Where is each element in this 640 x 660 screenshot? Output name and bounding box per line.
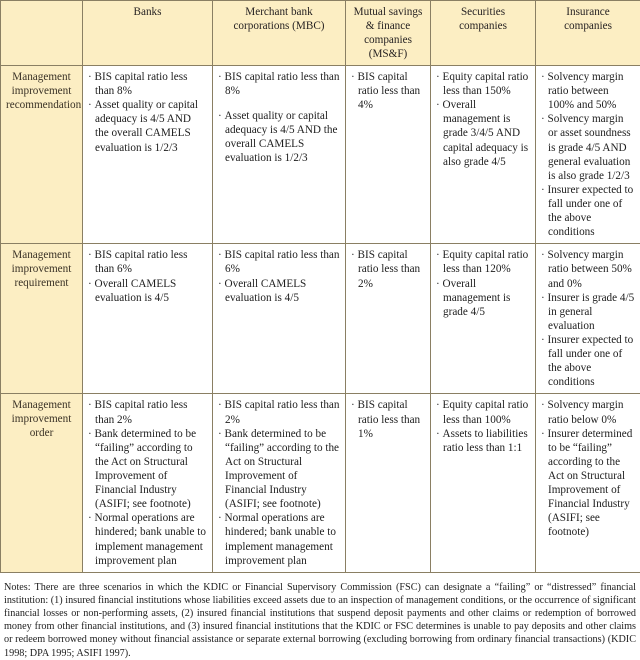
cell-recommendation-securities [431,66,536,244]
cell-requirement-mbc [213,244,346,394]
condition-item: · Overall CAMELS evaluation is 4/5 [88,277,207,305]
condition-item: · Solvency margin ratio between 100% and 50% [541,70,635,112]
condition-item: · BIS capital ratio less than 4% [351,70,425,112]
row-header-management-improvement-order: Management improvement order [1,394,83,572]
table-row [1,244,640,394]
cell-recommendation-mbc [213,66,346,244]
cell-order-msf [346,394,431,572]
condition-list [541,248,635,389]
condition-item: · Bank determined to be “failing” according to the Act on Structural Improvement of Financial Industry (ASIFI; see footnote) [218,427,340,512]
notes-text: Notes: There are three scenarios in which the KDIC or Financial Supervisory Commission (FSC) can designate a “failing” or “distressed” financial institution: (1) insured financial institutions whose liabilities exceed assets due to an inspection of management conditions, or the occurrence of significant financial losses or non-performing assets, (2) insured financial institutions that suspend deposit payments and other claims or redemption of borrowed money from other financial institutions, and (3) insured financial institutions that the KDIC or FSC determines is unable to pay deposits and other claims or redeem borrowed money without financial assistance or separate external borrowing (excluding borrowing from ordinary financial transactions) (KDIC 1998; DPA 1995; ASIFI 1997). [4,582,636,659]
table-notes [0,573,640,660]
table-header [1,1,640,66]
header-row [1,1,640,66]
cell-recommendation-msf [346,66,431,244]
table-row [1,66,640,244]
condition-item: · Solvency margin ratio between 50% and 0% [541,248,635,290]
condition-item: · Asset quality or capital adequacy is 4/5 AND the overall CAMELS evaluation is 1/2/3 [218,109,340,165]
column-header-insurance-companies: Insurance companies [536,1,640,66]
condition-list [88,70,207,155]
condition-item: · Normal operations are hindered; bank unable to implement management improvement plan [88,511,207,567]
condition-list [218,398,340,567]
column-header-banks: Banks [83,1,213,66]
condition-item: · BIS capital ratio less than 8% [218,70,340,98]
condition-list [88,398,207,567]
column-header-merchant-bank-corporations: Merchant bank corporations (MBC) [213,1,346,66]
row-header-management-improvement-recommendation: Management improvement recommendation [1,66,83,244]
condition-item: · Equity capital ratio less than 120% [436,248,530,276]
column-header-securities-companies: Securities companies [431,1,536,66]
condition-item: · BIS capital ratio less than 2% [351,248,425,290]
condition-item: · Overall CAMELS evaluation is 4/5 [218,277,340,305]
cell-order-banks [83,394,213,572]
cell-requirement-insurance [536,244,640,394]
condition-item: · Insurer is grade 4/5 in general evaluation [541,291,635,333]
condition-item: · BIS capital ratio less than 6% [218,248,340,276]
condition-item: · BIS capital ratio less than 2% [218,398,340,426]
condition-item: · Solvency margin ratio below 0% [541,398,635,426]
condition-item: · BIS capital ratio less than 2% [88,398,207,426]
row-header-management-improvement-requirement: Management improvement requirement [1,244,83,394]
condition-list [218,70,340,165]
cell-requirement-securities [431,244,536,394]
condition-item: · Insurer expected to fall under one of the above conditions [541,183,635,239]
cell-order-securities [431,394,536,572]
condition-list [541,398,635,539]
table-body [1,66,640,573]
condition-item: · Normal operations are hindered; bank unable to implement management improvement plan [218,511,340,567]
condition-list [351,398,425,440]
cell-recommendation-insurance [536,66,640,244]
cell-requirement-banks [83,244,213,394]
condition-list [541,70,635,239]
condition-item: · Solvency margin or asset soundness is grade 4/5 AND general evaluation is also grade 1/2/3 [541,112,635,183]
condition-item: · Equity capital ratio less than 150% [436,70,530,98]
condition-list [351,70,425,112]
table-corner-cell [1,1,83,66]
condition-item: · Equity capital ratio less than 100% [436,398,530,426]
condition-list [436,248,530,319]
condition-item: · Bank determined to be “failing” according to the Act on Structural Improvement of Financial Industry (ASIFI; see footnote) [88,427,207,512]
condition-list [351,248,425,290]
cell-order-mbc [213,394,346,572]
condition-list [436,70,530,169]
cell-order-insurance [536,394,640,572]
table-row [1,394,640,572]
condition-list [218,248,340,304]
condition-item: · Overall management is grade 3/4/5 AND capital adequacy is also grade 4/5 [436,98,530,169]
condition-item: · Asset quality or capital adequacy is 4/5 AND the overall CAMELS evaluation is 1/2/3 [88,98,207,154]
condition-list [436,398,530,454]
cell-requirement-msf [346,244,431,394]
condition-item: · Insurer expected to fall under one of the above conditions [541,333,635,389]
condition-item: · BIS capital ratio less than 1% [351,398,425,440]
condition-item: · BIS capital ratio less than 8% [88,70,207,98]
condition-item: · Overall management is grade 4/5 [436,277,530,319]
condition-item: · Assets to liabilities ratio less than 1:1 [436,427,530,455]
column-header-mutual-savings-finance: Mutual savings & finance companies (MS&F) [346,1,431,66]
condition-item: · Insurer determined to be “failing” according to the Act on Structural Improvement of Financial Industry (ASIFI; see footnote) [541,427,635,540]
condition-item: · BIS capital ratio less than 6% [88,248,207,276]
cell-recommendation-banks [83,66,213,244]
condition-list [88,248,207,304]
